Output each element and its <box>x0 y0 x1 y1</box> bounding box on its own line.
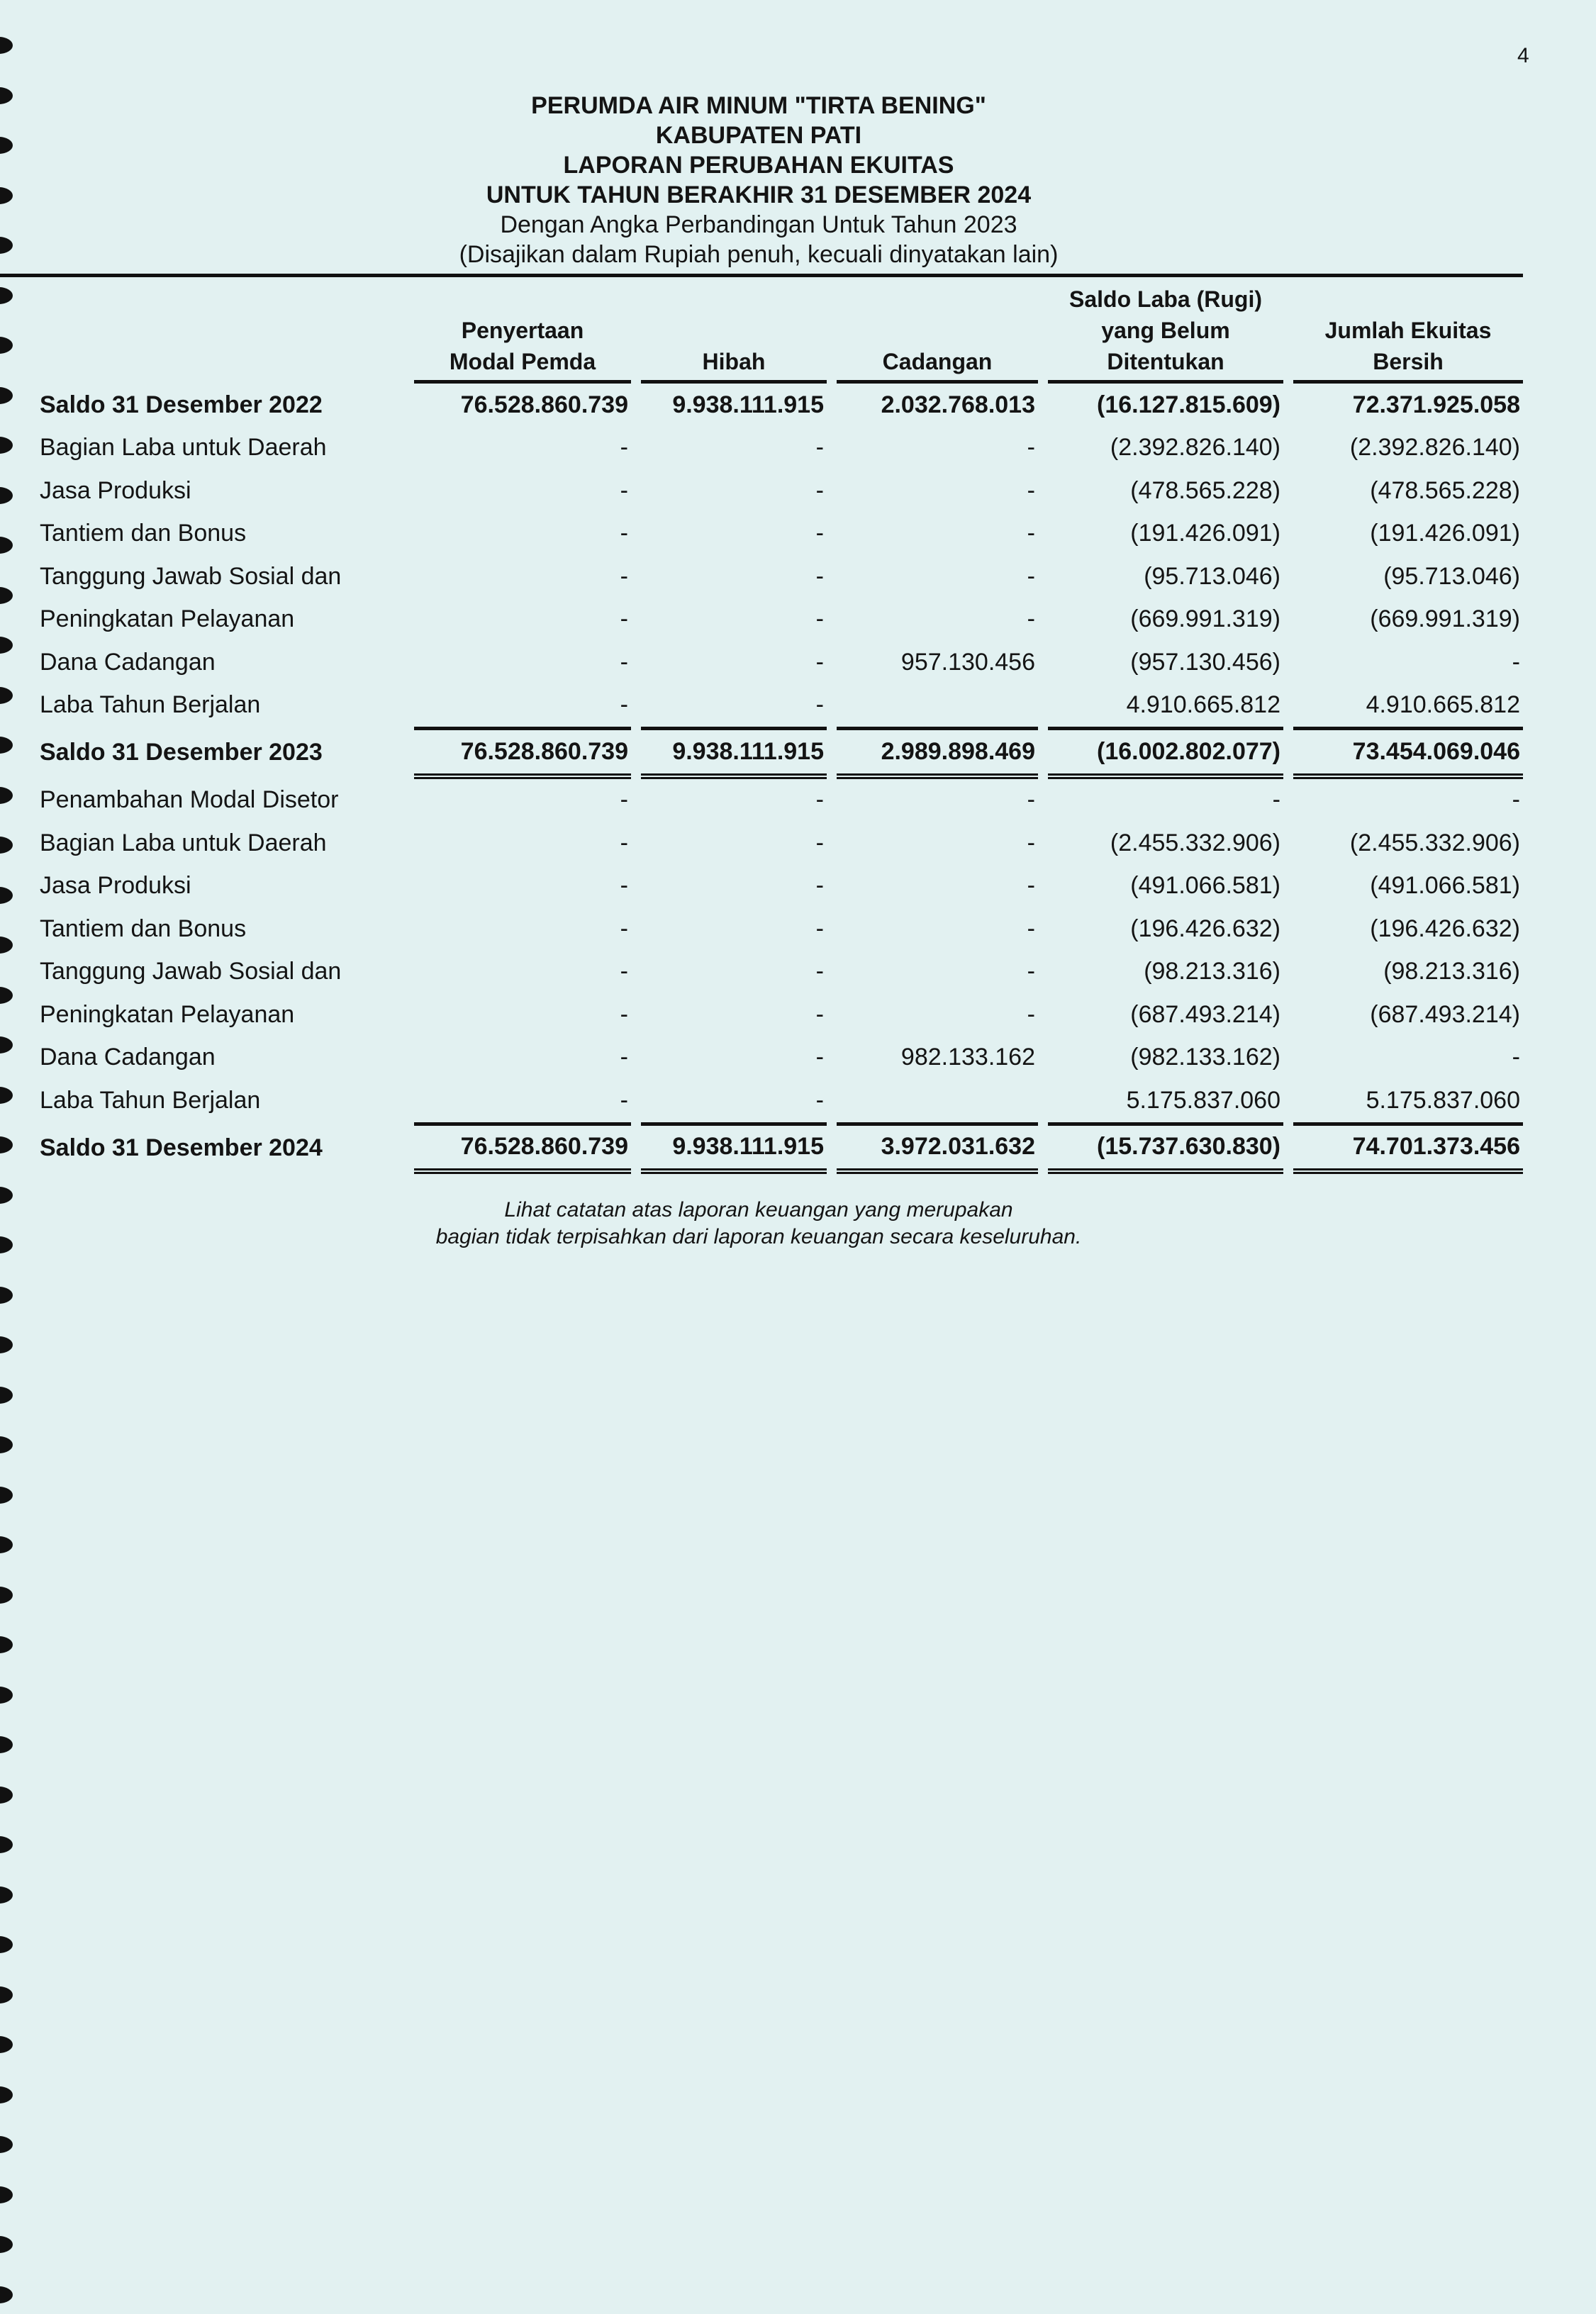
row-label: Peningkatan Pelayanan <box>40 605 295 633</box>
binding-ring <box>0 637 13 654</box>
cell-hibah: - <box>815 829 824 856</box>
cell-hibah: - <box>815 434 824 462</box>
row-label: Dana Cadangan <box>40 648 216 676</box>
report-period: UNTUK TAHUN BERAKHIR 31 DESEMBER 2024 <box>486 181 1032 208</box>
binding-ring <box>0 1087 13 1104</box>
cell-jumlah: (687.493.214) <box>1370 1000 1520 1028</box>
balance-row <box>37 727 1523 779</box>
cell-cadangan: - <box>1027 520 1035 547</box>
cell-hibah: - <box>815 915 824 942</box>
binding-ring <box>0 1336 13 1353</box>
table-row <box>37 641 1523 684</box>
cell-jumlah: (669.991.319) <box>1370 605 1520 633</box>
cell-modal: 76.528.860.739 <box>460 391 628 418</box>
table-row <box>37 822 1523 865</box>
cell-saldo: (669.991.319) <box>1130 605 1280 633</box>
binding-ring <box>0 487 13 504</box>
cell-modal: - <box>620 915 628 942</box>
spiral-binding <box>0 0 28 2314</box>
cell-jumlah: 74.701.373.456 <box>1293 1122 1523 1175</box>
cell-saldo: - <box>1272 786 1280 814</box>
column-header-jumlah-ekuitas: Jumlah Ekuitas Bersih <box>1293 284 1523 384</box>
currency-note: (Disajikan dalam Rupiah penuh, kecuali dinyatakan lain) <box>459 241 1059 268</box>
footnote-line-1: Lihat catatan atas laporan keuangan yang merupakan <box>504 1198 1013 1222</box>
binding-ring <box>0 1936 13 1953</box>
cell-modal: - <box>620 434 628 462</box>
balance-row <box>37 1122 1523 1175</box>
binding-ring <box>0 987 13 1004</box>
cell-jumlah: - <box>1512 786 1520 814</box>
cell-jumlah: 73.454.069.046 <box>1293 727 1523 779</box>
cell-cadangan: - <box>1027 1000 1035 1028</box>
cell-hibah: - <box>815 872 824 900</box>
row-label: Saldo 31 Desember 2024 <box>40 1134 323 1161</box>
row-label: Laba Tahun Berjalan <box>40 691 261 719</box>
binding-ring <box>0 537 13 554</box>
table-body <box>37 384 1523 1174</box>
cell-saldo: (196.426.632) <box>1130 915 1280 942</box>
cell-cadangan: - <box>1027 829 1035 856</box>
cell-hibah: - <box>815 1044 824 1071</box>
label-column-header <box>37 284 404 384</box>
cell-saldo: (16.127.815.609) <box>1097 391 1280 418</box>
cell-jumlah: 5.175.837.060 <box>1366 1086 1520 1114</box>
binding-ring <box>0 587 13 604</box>
cell-hibah: 9.938.111.915 <box>641 1122 827 1175</box>
table-row <box>37 513 1523 556</box>
company-name: PERUMDA AIR MINUM "TIRTA BENING" <box>531 92 986 119</box>
cell-hibah: - <box>815 605 824 633</box>
cell-modal: - <box>620 648 628 676</box>
cell-hibah: - <box>815 958 824 985</box>
cell-jumlah: 4.910.665.812 <box>1366 691 1520 719</box>
equity-changes-table <box>37 284 1523 1174</box>
binding-ring <box>0 387 13 404</box>
cell-hibah: - <box>815 476 824 504</box>
cell-saldo: (982.133.162) <box>1130 1044 1280 1071</box>
row-label: Saldo 31 Desember 2023 <box>40 739 323 766</box>
binding-ring <box>0 887 13 904</box>
table-row <box>37 427 1523 470</box>
binding-ring <box>0 1887 13 1904</box>
cell-cadangan <box>837 684 1038 727</box>
page-number: 4 <box>1517 44 1529 67</box>
cell-modal: - <box>620 520 628 547</box>
row-label: Laba Tahun Berjalan <box>40 1086 261 1114</box>
report-header <box>0 91 1517 269</box>
table-row <box>37 684 1523 727</box>
cell-hibah: - <box>815 786 824 814</box>
row-label: Dana Cadangan <box>40 1044 216 1071</box>
row-label: Tantiem dan Bonus <box>40 915 247 942</box>
report-title: LAPORAN PERUBAHAN EKUITAS <box>563 152 954 179</box>
row-label: Peningkatan Pelayanan <box>40 1000 295 1028</box>
cell-modal: - <box>620 958 628 985</box>
binding-ring <box>0 737 13 754</box>
cell-cadangan: 957.130.456 <box>900 648 1035 676</box>
cell-modal: - <box>620 786 628 814</box>
cell-saldo: (478.565.228) <box>1130 476 1280 504</box>
column-header-row <box>37 284 1523 384</box>
table-row <box>37 993 1523 1036</box>
cell-cadangan: - <box>1027 958 1035 985</box>
cell-hibah: 9.938.111.915 <box>672 391 824 418</box>
cell-cadangan: - <box>1027 562 1035 590</box>
cell-hibah: - <box>815 562 824 590</box>
cell-jumlah: 72.371.925.058 <box>1352 391 1520 418</box>
cell-cadangan: 2.989.898.469 <box>837 727 1038 779</box>
row-label: Jasa Produksi <box>40 476 191 504</box>
row-label: Jasa Produksi <box>40 872 191 900</box>
cell-hibah: - <box>815 1086 824 1114</box>
cell-hibah: 9.938.111.915 <box>641 727 827 779</box>
cell-jumlah: - <box>1512 648 1520 676</box>
binding-ring <box>0 1536 13 1553</box>
column-header-saldo-laba: Saldo Laba (Rugi) yang Belum Ditentukan <box>1048 284 1283 384</box>
binding-ring <box>0 1687 13 1704</box>
table-row <box>37 907 1523 951</box>
cell-modal: - <box>620 1086 628 1114</box>
cell-cadangan <box>837 1079 1038 1122</box>
binding-ring <box>0 1587 13 1604</box>
cell-modal: - <box>620 1000 628 1028</box>
binding-ring <box>0 2286 13 2303</box>
cell-jumlah: (2.455.332.906) <box>1349 829 1520 856</box>
cell-modal: - <box>620 829 628 856</box>
table-row <box>37 1079 1523 1122</box>
binding-ring <box>0 1736 13 1753</box>
binding-ring <box>0 1836 13 1853</box>
table-row <box>37 469 1523 513</box>
footnote-line-2: bagian tidak terpisahkan dari laporan keuangan secara keseluruhan. <box>435 1225 1082 1248</box>
cell-hibah: - <box>815 648 824 676</box>
cell-saldo: (2.392.826.140) <box>1110 434 1280 462</box>
binding-ring <box>0 787 13 804</box>
binding-ring <box>0 287 13 304</box>
row-label: Bagian Laba untuk Daerah <box>40 434 327 462</box>
row-label: Tantiem dan Bonus <box>40 520 247 547</box>
column-header-hibah: Hibah <box>641 284 827 384</box>
cell-saldo: (16.002.802.077) <box>1048 727 1283 779</box>
cell-modal: 76.528.860.739 <box>414 727 631 779</box>
cell-modal: - <box>620 476 628 504</box>
cell-cadangan: - <box>1027 872 1035 900</box>
binding-ring <box>0 1436 13 1453</box>
cell-saldo: (687.493.214) <box>1130 1000 1280 1028</box>
binding-ring <box>0 687 13 704</box>
cell-cadangan: - <box>1027 915 1035 942</box>
cell-jumlah: (95.713.046) <box>1383 562 1520 590</box>
cell-modal: - <box>620 562 628 590</box>
table-row <box>37 865 1523 908</box>
cell-jumlah: (196.426.632) <box>1370 915 1520 942</box>
table-row <box>37 598 1523 642</box>
row-label: Tanggung Jawab Sosial dan <box>40 958 342 985</box>
binding-ring <box>0 1986 13 2003</box>
row-label: Saldo 31 Desember 2022 <box>40 391 323 418</box>
row-label: Tanggung Jawab Sosial dan <box>40 562 342 590</box>
cell-cadangan: - <box>1027 786 1035 814</box>
binding-ring <box>0 1036 13 1053</box>
table-row <box>37 555 1523 598</box>
binding-ring <box>0 2236 13 2253</box>
balance-row <box>37 384 1523 427</box>
table-row <box>37 779 1523 822</box>
table-row <box>37 1036 1523 1080</box>
binding-ring <box>0 1287 13 1304</box>
cell-saldo: (191.426.091) <box>1130 520 1280 547</box>
cell-modal: - <box>620 691 628 719</box>
comparison-note: Dengan Angka Perbandingan Untuk Tahun 2023 <box>500 211 1017 238</box>
cell-cadangan: - <box>1027 434 1035 462</box>
binding-ring <box>0 37 13 54</box>
cell-hibah: - <box>815 520 824 547</box>
binding-ring <box>0 1487 13 1504</box>
cell-saldo: (957.130.456) <box>1130 648 1280 676</box>
cell-hibah: - <box>815 1000 824 1028</box>
table-row <box>37 951 1523 994</box>
cell-jumlah: (2.392.826.140) <box>1349 434 1520 462</box>
binding-ring <box>0 1387 13 1404</box>
cell-hibah: - <box>815 691 824 719</box>
cell-saldo: 5.175.837.060 <box>1126 1086 1280 1114</box>
footnote <box>0 1197 1517 1251</box>
binding-ring <box>0 2186 13 2203</box>
cell-saldo: (15.737.630.830) <box>1048 1122 1283 1175</box>
cell-saldo: (98.213.316) <box>1144 958 1280 985</box>
row-label: Bagian Laba untuk Daerah <box>40 829 327 856</box>
cell-saldo: (2.455.332.906) <box>1110 829 1280 856</box>
cell-jumlah: (191.426.091) <box>1370 520 1520 547</box>
binding-ring <box>0 1636 13 1653</box>
cell-jumlah: (98.213.316) <box>1383 958 1520 985</box>
binding-ring <box>0 337 13 354</box>
cell-saldo: 4.910.665.812 <box>1126 691 1280 719</box>
cell-cadangan: - <box>1027 476 1035 504</box>
column-header-cadangan: Cadangan <box>837 284 1038 384</box>
binding-ring <box>0 2136 13 2153</box>
cell-jumlah: (478.565.228) <box>1370 476 1520 504</box>
cell-jumlah: - <box>1512 1044 1520 1071</box>
column-header-modal: Penyertaan Modal Pemda <box>414 284 631 384</box>
header-divider <box>0 274 1523 277</box>
binding-ring <box>0 1136 13 1153</box>
region-name: KABUPATEN PATI <box>655 122 862 149</box>
cell-jumlah: (491.066.581) <box>1370 872 1520 900</box>
binding-ring <box>0 2086 13 2103</box>
binding-ring <box>0 837 13 854</box>
cell-cadangan: 2.032.768.013 <box>881 391 1035 418</box>
row-label: Penambahan Modal Disetor <box>40 786 339 814</box>
binding-ring <box>0 2036 13 2053</box>
binding-ring <box>0 937 13 954</box>
cell-cadangan: 982.133.162 <box>900 1044 1035 1071</box>
cell-saldo: (491.066.581) <box>1130 872 1280 900</box>
cell-saldo: (95.713.046) <box>1144 562 1280 590</box>
cell-cadangan: 3.972.031.632 <box>837 1122 1038 1175</box>
binding-ring <box>0 1787 13 1804</box>
binding-ring <box>0 437 13 454</box>
cell-modal: - <box>620 1044 628 1071</box>
cell-modal: - <box>620 605 628 633</box>
cell-modal: - <box>620 872 628 900</box>
cell-cadangan: - <box>1027 605 1035 633</box>
cell-modal: 76.528.860.739 <box>414 1122 631 1175</box>
